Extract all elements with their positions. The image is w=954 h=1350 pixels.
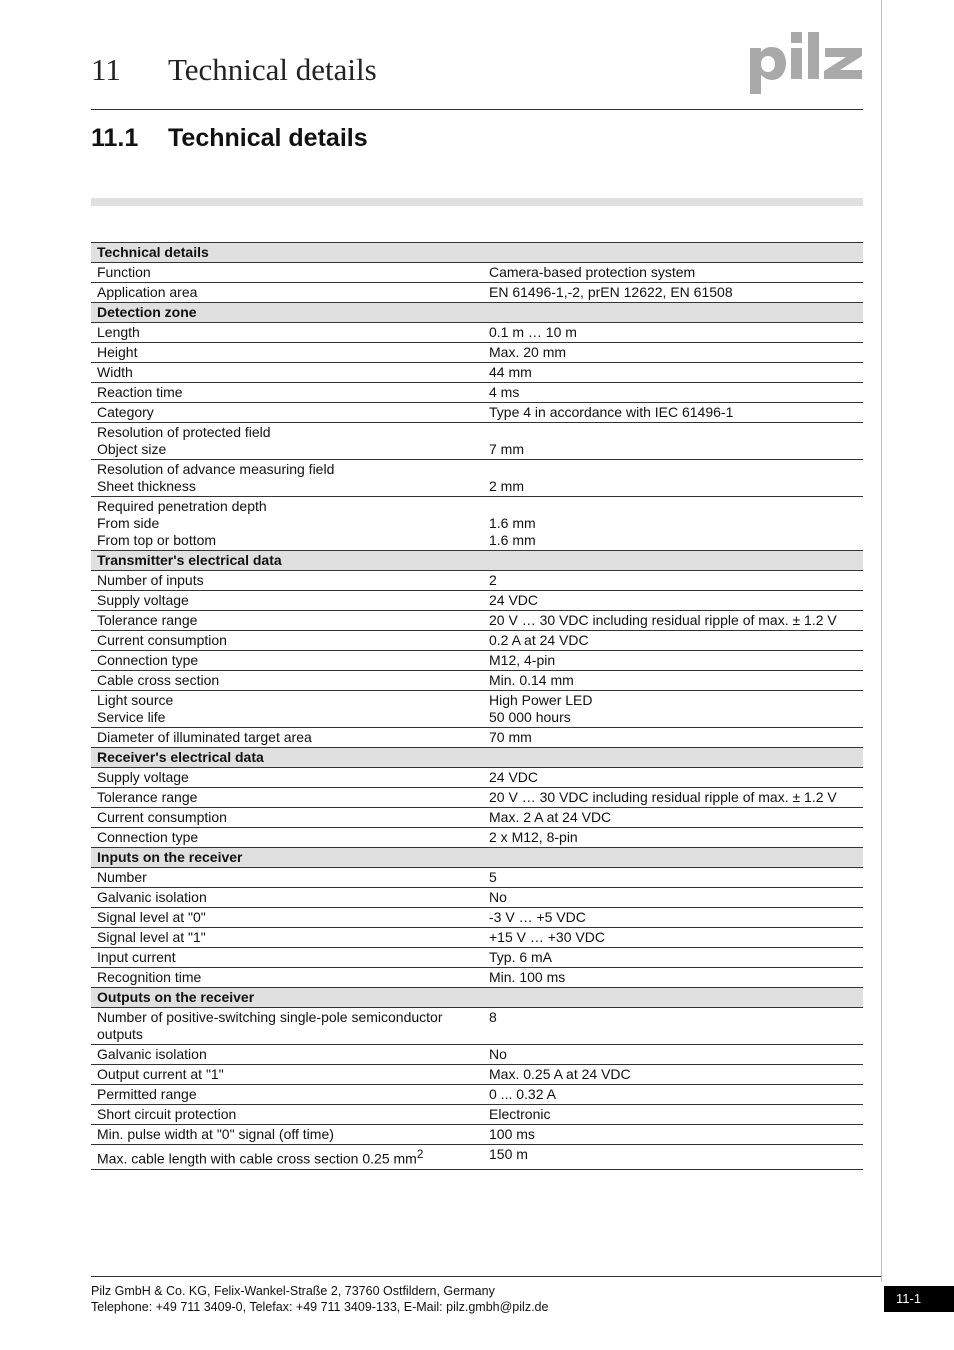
table-row [91, 1008, 863, 1045]
row-label [91, 928, 478, 948]
row-value-text: 0.2 A at 24 VDC [489, 632, 589, 648]
table-row [91, 460, 863, 497]
row-value [478, 263, 863, 283]
row-label [91, 888, 478, 908]
row-label [91, 908, 478, 928]
row-label [91, 651, 478, 671]
row-value [478, 888, 863, 908]
chapter-number: 11 [91, 52, 121, 87]
row-label-text: Light source [97, 692, 174, 708]
table-row [91, 283, 863, 303]
row-value-text: Max. 20 mm [489, 344, 567, 360]
row-value-text: 7 mm [489, 441, 524, 457]
row-value-text: M12, 4-pin [489, 652, 556, 668]
row-label-text: Tolerance range [97, 612, 198, 628]
table-row [91, 571, 863, 591]
row-label-text: Connection type [97, 652, 199, 668]
row-value-text: 2 mm [489, 478, 524, 494]
row-label [91, 403, 478, 423]
row-value-text: -3 V … +5 VDC [489, 909, 586, 925]
row-value [478, 868, 863, 888]
row-value-text: Min. 100 ms [489, 969, 566, 985]
table-row [91, 1125, 863, 1145]
row-label-text: Recognition time [97, 969, 202, 985]
row-label [91, 631, 478, 651]
row-label-text: Output current at "1" [97, 1066, 224, 1082]
table-row [91, 1065, 863, 1085]
row-label [91, 788, 478, 808]
table-row [91, 948, 863, 968]
section-number: 11.1 [91, 124, 139, 152]
row-label [91, 948, 478, 968]
spacer [489, 424, 857, 441]
row-value [478, 691, 863, 728]
row-value [478, 403, 863, 423]
row-label [91, 363, 478, 383]
table-row [91, 788, 863, 808]
row-label-text: Signal level at "1" [97, 929, 206, 945]
row-value [478, 363, 863, 383]
row-value [478, 1008, 863, 1045]
table-row [91, 1105, 863, 1125]
row-label [91, 1008, 478, 1045]
table-row [91, 1045, 863, 1065]
row-label-text: Height [97, 344, 138, 360]
row-value-text: High Power LED [489, 692, 593, 708]
row-value-text: 150 m [489, 1146, 528, 1162]
row-label-text: Category [97, 404, 154, 420]
section-header-label: Inputs on the receiver [91, 848, 863, 868]
row-label [91, 671, 478, 691]
row-label [91, 768, 478, 788]
row-label [91, 1145, 478, 1170]
row-label-text: Diameter of illuminated target area [97, 729, 312, 745]
pilz-logo [747, 28, 865, 94]
row-value [478, 631, 863, 651]
row-sublabel: From side [97, 515, 160, 531]
row-label [91, 383, 478, 403]
table-row [91, 611, 863, 631]
table-row [91, 1085, 863, 1105]
row-label-text: Length [97, 324, 140, 340]
row-value-text: 100 ms [489, 1126, 535, 1142]
row-value-text: Max. 0.25 A at 24 VDC [489, 1066, 631, 1082]
row-label [91, 423, 478, 460]
table-section-header [91, 748, 863, 768]
row-value [478, 1125, 863, 1145]
row-value-text: 44 mm [489, 364, 532, 380]
row-sublabel: From top or bottom [97, 532, 217, 548]
row-value-text: +15 V … +30 VDC [489, 929, 605, 945]
table-row [91, 928, 863, 948]
spacer [489, 461, 857, 478]
table-row [91, 363, 863, 383]
row-label-text: Permitted range [97, 1086, 197, 1102]
row-label [91, 828, 478, 848]
row-label-text: Width [97, 364, 133, 380]
table-row [91, 591, 863, 611]
table-row [91, 768, 863, 788]
row-label [91, 968, 478, 988]
row-label-text: Short circuit protection [97, 1106, 237, 1122]
row-label [91, 808, 478, 828]
row-label [91, 343, 478, 363]
row-value-text: No [489, 889, 507, 905]
row-label-text: Cable cross section [97, 672, 220, 688]
row-value-text: 4 ms [489, 384, 520, 400]
row-value-text: 50 000 hours [489, 709, 571, 725]
row-label [91, 497, 478, 551]
row-value-text: No [489, 1046, 507, 1062]
row-value-text: 24 VDC [489, 769, 539, 785]
row-label-text: Supply voltage [97, 769, 189, 785]
row-value-text: 2 [489, 572, 497, 588]
row-label-text: Tolerance range [97, 789, 198, 805]
row-label [91, 1125, 478, 1145]
footer [91, 1283, 548, 1315]
table-row [91, 728, 863, 748]
row-value [478, 968, 863, 988]
row-value-text: 0 ... 0.32 A [489, 1086, 556, 1102]
row-label [91, 283, 478, 303]
footer-address: Pilz GmbH & Co. KG, Felix-Wankel-Straße 2, 73760 Ostfildern, Germany [91, 1284, 495, 1298]
row-value [478, 611, 863, 631]
margin-rule [881, 0, 882, 1282]
row-value [478, 1065, 863, 1085]
row-label [91, 728, 478, 748]
table-row [91, 1145, 863, 1170]
row-value [478, 788, 863, 808]
table-section-header [91, 243, 863, 263]
row-value [478, 828, 863, 848]
row-label [91, 868, 478, 888]
table-row [91, 263, 863, 283]
row-value [478, 283, 863, 303]
row-value [478, 497, 863, 551]
row-value-text: Max. 2 A at 24 VDC [489, 809, 612, 825]
row-label-text: Number [97, 869, 147, 885]
row-value [478, 460, 863, 497]
section-header-label: Technical details [91, 243, 863, 263]
row-value-text: Type 4 in accordance with IEC 61496-1 [489, 404, 734, 420]
table-row [91, 497, 863, 551]
table-row [91, 631, 863, 651]
row-value-text: 20 V … 30 VDC including residual ripple of max. ± 1.2 V [489, 612, 837, 628]
table-row [91, 383, 863, 403]
table-row [91, 691, 863, 728]
row-value [478, 323, 863, 343]
row-label [91, 611, 478, 631]
row-value [478, 651, 863, 671]
section-title: Technical details [168, 124, 368, 152]
row-sublabel: Object size [97, 441, 167, 457]
row-label-text: Reaction time [97, 384, 183, 400]
row-label-text: Signal level at "0" [97, 909, 206, 925]
row-label-text: Current consumption [97, 809, 227, 825]
row-label-text: Service life [97, 709, 166, 725]
row-label [91, 591, 478, 611]
table-row [91, 651, 863, 671]
row-value [478, 1105, 863, 1125]
table-section-header [91, 848, 863, 868]
row-label-text: Function [97, 264, 151, 280]
section-header-label: Receiver's electrical data [91, 748, 863, 768]
row-value [478, 343, 863, 363]
row-label-text: Input current [97, 949, 176, 965]
table-row [91, 403, 863, 423]
row-label [91, 323, 478, 343]
row-label [91, 1105, 478, 1125]
row-value-text: Min. 0.14 mm [489, 672, 574, 688]
row-label-text: Galvanic isolation [97, 889, 207, 905]
row-label-text: Required penetration depth [97, 498, 267, 514]
row-value [478, 1085, 863, 1105]
row-value-text: 70 mm [489, 729, 532, 745]
row-label [91, 1065, 478, 1085]
row-label [91, 460, 478, 497]
row-value [478, 808, 863, 828]
table-row [91, 968, 863, 988]
row-label [91, 263, 478, 283]
row-label-text: Number of positive-switching single-pole semiconductor outputs [97, 1009, 443, 1042]
table-row [91, 888, 863, 908]
chapter-heading [91, 52, 377, 88]
footer-contact: Telephone: +49 711 3409-0, Telefax: +49 711 3409-133, E-Mail: pilz.gmbh@pilz.de [91, 1300, 549, 1314]
logo-text: pilz [747, 28, 749, 29]
row-label-text: Current consumption [97, 632, 227, 648]
row-value [478, 671, 863, 691]
row-value [478, 423, 863, 460]
row-label-text: Max. cable length with cable cross section 0.25 mm [97, 1150, 417, 1167]
row-value [478, 928, 863, 948]
section-header-label: Transmitter's electrical data [91, 551, 863, 571]
row-value [478, 728, 863, 748]
table-row [91, 671, 863, 691]
technical-details-table [91, 242, 863, 1170]
row-label [91, 571, 478, 591]
row-label-text: Supply voltage [97, 592, 189, 608]
row-value-text: 2 x M12, 8-pin [489, 829, 578, 845]
footer-rule [91, 1276, 881, 1277]
row-value-text: Electronic [489, 1106, 551, 1122]
row-label-text: Number of inputs [97, 572, 204, 588]
row-value [478, 1045, 863, 1065]
table-row [91, 343, 863, 363]
row-value-text: 8 [489, 1009, 497, 1025]
row-value-text: 24 VDC [489, 592, 539, 608]
row-value [478, 571, 863, 591]
row-value-text: Camera-based protection system [489, 264, 696, 280]
row-value [478, 591, 863, 611]
row-value [478, 383, 863, 403]
section-header-label: Outputs on the receiver [91, 988, 863, 1008]
table-row [91, 423, 863, 460]
row-label-text: Min. pulse width at "0" signal (off time) [97, 1126, 334, 1142]
row-value-text: 1.6 mm [489, 532, 536, 548]
table-row [91, 808, 863, 828]
row-value [478, 948, 863, 968]
row-label [91, 1045, 478, 1065]
row-label-text: Resolution of protected field [97, 424, 271, 440]
table-section-header [91, 551, 863, 571]
superscript: 2 [416, 1148, 424, 1161]
row-label-text: Galvanic isolation [97, 1046, 207, 1062]
spacer [489, 498, 857, 515]
section-divider-bar [91, 198, 863, 206]
row-value-text: 0.1 m … 10 m [489, 324, 577, 340]
page-number: 11-1 [884, 1286, 954, 1312]
row-label [91, 691, 478, 728]
table-row [91, 323, 863, 343]
row-label-text: Application area [97, 284, 198, 300]
table-row [91, 908, 863, 928]
row-label [91, 1085, 478, 1105]
row-value-text: Typ. 6 mA [489, 949, 553, 965]
row-value [478, 1145, 863, 1170]
chapter-title: Technical details [168, 52, 377, 87]
section-header-label: Detection zone [91, 303, 863, 323]
row-value [478, 768, 863, 788]
row-value-text: 1.6 mm [489, 515, 536, 531]
row-value-text: 5 [489, 869, 497, 885]
row-value-text: 20 V … 30 VDC including residual ripple of max. ± 1.2 V [489, 789, 837, 805]
table-row [91, 828, 863, 848]
row-value [478, 908, 863, 928]
row-label-text: Connection type [97, 829, 199, 845]
table-row [91, 868, 863, 888]
table-section-header [91, 988, 863, 1008]
section-heading [91, 124, 368, 153]
header-rule [91, 109, 863, 110]
table-section-header [91, 303, 863, 323]
row-sublabel: Sheet thickness [97, 478, 196, 494]
row-label-text: Resolution of advance measuring field [97, 461, 335, 477]
row-value-text: EN 61496-1,-2, prEN 12622, EN 61508 [489, 284, 733, 300]
